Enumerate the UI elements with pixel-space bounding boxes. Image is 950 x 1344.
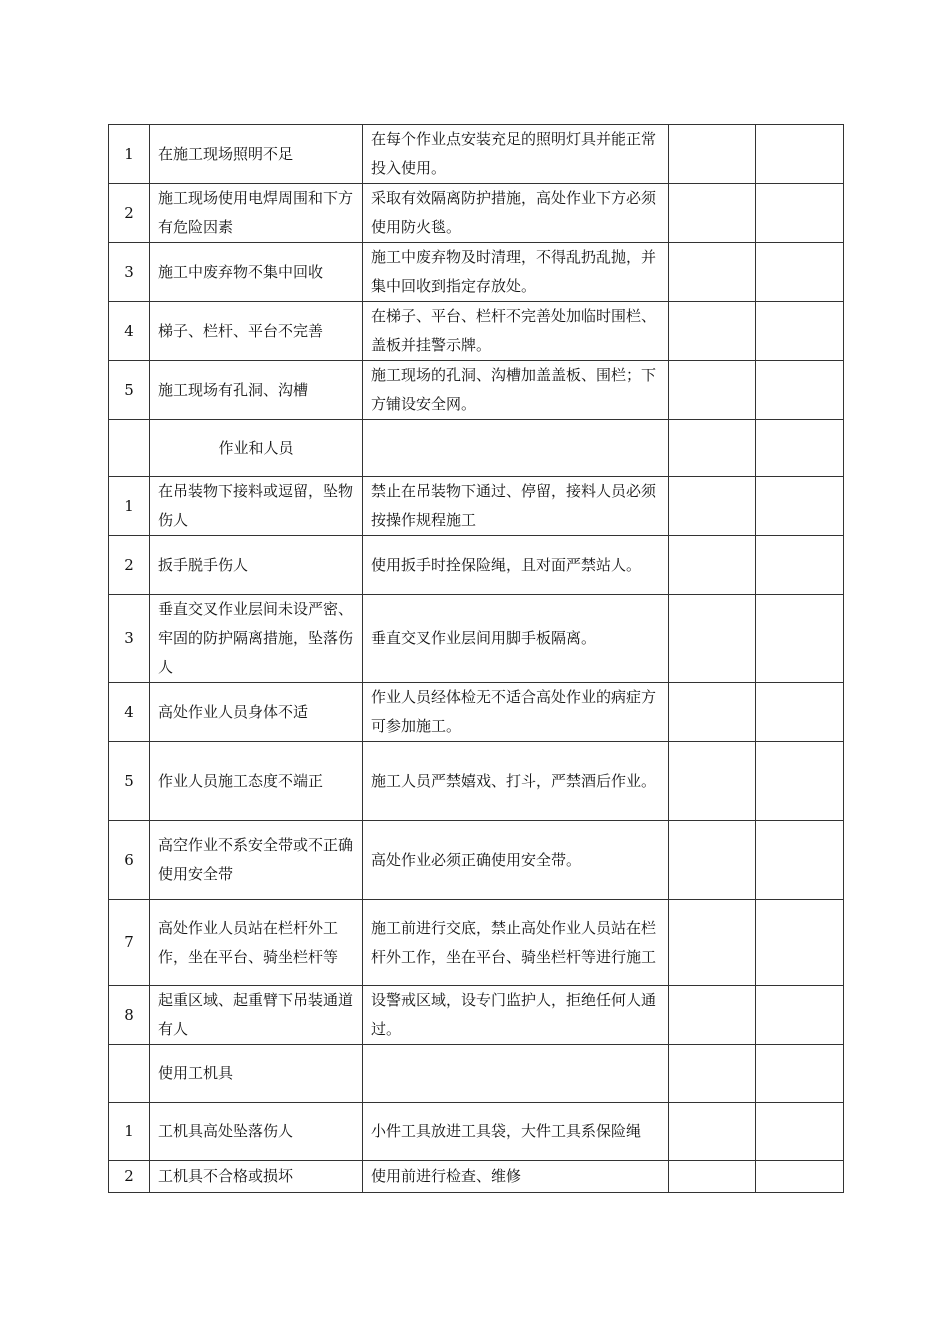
empty-cell	[669, 683, 756, 742]
empty-cell	[756, 986, 844, 1045]
empty-cell	[669, 1161, 756, 1193]
table-row	[109, 1103, 844, 1161]
table-row	[109, 742, 844, 821]
hazard-cell: 工机具高处坠落伤人	[150, 1103, 363, 1161]
row-number: 6	[109, 821, 150, 900]
row-number: 3	[109, 243, 150, 302]
hazard-cell: 在吊装物下接料或逗留，坠物伤人	[150, 477, 363, 536]
table-body	[109, 125, 844, 1193]
hazard-cell: 高处作业人员站在栏杆外工作，坐在平台、骑坐栏杆等	[150, 900, 363, 986]
row-number: 4	[109, 302, 150, 361]
empty-cell	[756, 900, 844, 986]
measure-cell: 在梯子、平台、栏杆不完善处加临时围栏、盖板并挂警示牌。	[363, 302, 669, 361]
empty-cell	[669, 536, 756, 595]
row-number: 5	[109, 742, 150, 821]
empty-cell	[756, 125, 844, 184]
row-number: 2	[109, 1161, 150, 1193]
hazard-cell: 高空作业不系安全带或不正确使用安全带	[150, 821, 363, 900]
empty-cell	[669, 821, 756, 900]
hazard-cell: 高处作业人员身体不适	[150, 683, 363, 742]
table-row	[109, 536, 844, 595]
hazard-cell: 施工现场使用电焊周围和下方有危险因素	[150, 184, 363, 243]
table-row	[109, 302, 844, 361]
measure-cell: 施工前进行交底，禁止高处作业人员站在栏杆外工作，坐在平台、骑坐栏杆等进行施工	[363, 900, 669, 986]
row-number: 1	[109, 125, 150, 184]
empty-cell	[756, 1045, 844, 1103]
empty-cell	[756, 742, 844, 821]
measure-cell: 在每个作业点安装充足的照明灯具并能正常投入使用。	[363, 125, 669, 184]
table-row	[109, 361, 844, 420]
empty-cell	[669, 1103, 756, 1161]
risk-control-table	[108, 124, 844, 1193]
empty-cell	[756, 683, 844, 742]
empty-cell	[669, 361, 756, 420]
row-number	[109, 1045, 150, 1103]
table-row	[109, 821, 844, 900]
row-number: 5	[109, 361, 150, 420]
hazard-cell: 起重区域、起重臂下吊装通道有人	[150, 986, 363, 1045]
empty-cell	[669, 125, 756, 184]
table-row	[109, 1161, 844, 1193]
empty-cell	[669, 477, 756, 536]
empty-cell	[669, 1045, 756, 1103]
measure-cell	[363, 1045, 669, 1103]
row-number: 7	[109, 900, 150, 986]
row-number	[109, 420, 150, 477]
row-number: 2	[109, 536, 150, 595]
measure-cell	[363, 420, 669, 477]
measure-cell: 施工现场的孔洞、沟槽加盖盖板、围栏；下方铺设安全网。	[363, 361, 669, 420]
section-header-row	[109, 1045, 844, 1103]
empty-cell	[669, 986, 756, 1045]
measure-cell: 使用前进行检查、维修	[363, 1161, 669, 1193]
empty-cell	[669, 742, 756, 821]
section-title: 作业和人员	[150, 420, 363, 477]
measure-cell: 作业人员经体检无不适合高处作业的病症方可参加施工。	[363, 683, 669, 742]
empty-cell	[756, 595, 844, 683]
hazard-cell: 扳手脱手伤人	[150, 536, 363, 595]
row-number: 3	[109, 595, 150, 683]
empty-cell	[669, 420, 756, 477]
empty-cell	[756, 302, 844, 361]
empty-cell	[756, 420, 844, 477]
table-row	[109, 477, 844, 536]
empty-cell	[756, 243, 844, 302]
row-number: 8	[109, 986, 150, 1045]
measure-cell: 小件工具放进工具袋，大件工具系保险绳	[363, 1103, 669, 1161]
empty-cell	[756, 1161, 844, 1193]
empty-cell	[756, 477, 844, 536]
empty-cell	[669, 595, 756, 683]
measure-cell: 采取有效隔离防护措施，高处作业下方必须使用防火毯。	[363, 184, 669, 243]
row-number: 4	[109, 683, 150, 742]
section-header-row	[109, 420, 844, 477]
empty-cell	[756, 821, 844, 900]
hazard-cell: 在施工现场照明不足	[150, 125, 363, 184]
empty-cell	[756, 184, 844, 243]
table-row	[109, 243, 844, 302]
empty-cell	[669, 184, 756, 243]
table-row	[109, 900, 844, 986]
measure-cell: 使用扳手时拴保险绳，且对面严禁站人。	[363, 536, 669, 595]
empty-cell	[756, 361, 844, 420]
empty-cell	[756, 1103, 844, 1161]
table-row	[109, 986, 844, 1045]
measure-cell: 垂直交叉作业层间用脚手板隔离。	[363, 595, 669, 683]
hazard-cell: 梯子、栏杆、平台不完善	[150, 302, 363, 361]
section-title: 使用工机具	[150, 1045, 363, 1103]
table-row	[109, 184, 844, 243]
hazard-cell: 作业人员施工态度不端正	[150, 742, 363, 821]
empty-cell	[669, 243, 756, 302]
measure-cell: 设警戒区域，设专门监护人，拒绝任何人通过。	[363, 986, 669, 1045]
measure-cell: 施工中废弃物及时清理，不得乱扔乱抛，并集中回收到指定存放处。	[363, 243, 669, 302]
hazard-cell: 工机具不合格或损坏	[150, 1161, 363, 1193]
row-number: 1	[109, 1103, 150, 1161]
empty-cell	[669, 302, 756, 361]
hazard-cell: 施工中废弃物不集中回收	[150, 243, 363, 302]
row-number: 1	[109, 477, 150, 536]
row-number: 2	[109, 184, 150, 243]
measure-cell: 施工人员严禁嬉戏、打斗，严禁酒后作业。	[363, 742, 669, 821]
empty-cell	[669, 900, 756, 986]
measure-cell: 高处作业必须正确使用安全带。	[363, 821, 669, 900]
measure-cell: 禁止在吊装物下通过、停留，接料人员必须按操作规程施工	[363, 477, 669, 536]
table-row	[109, 595, 844, 683]
table-row	[109, 125, 844, 184]
empty-cell	[756, 536, 844, 595]
hazard-cell: 施工现场有孔洞、沟槽	[150, 361, 363, 420]
table-row	[109, 683, 844, 742]
hazard-cell: 垂直交叉作业层间未设严密、牢固的防护隔离措施，坠落伤人	[150, 595, 363, 683]
